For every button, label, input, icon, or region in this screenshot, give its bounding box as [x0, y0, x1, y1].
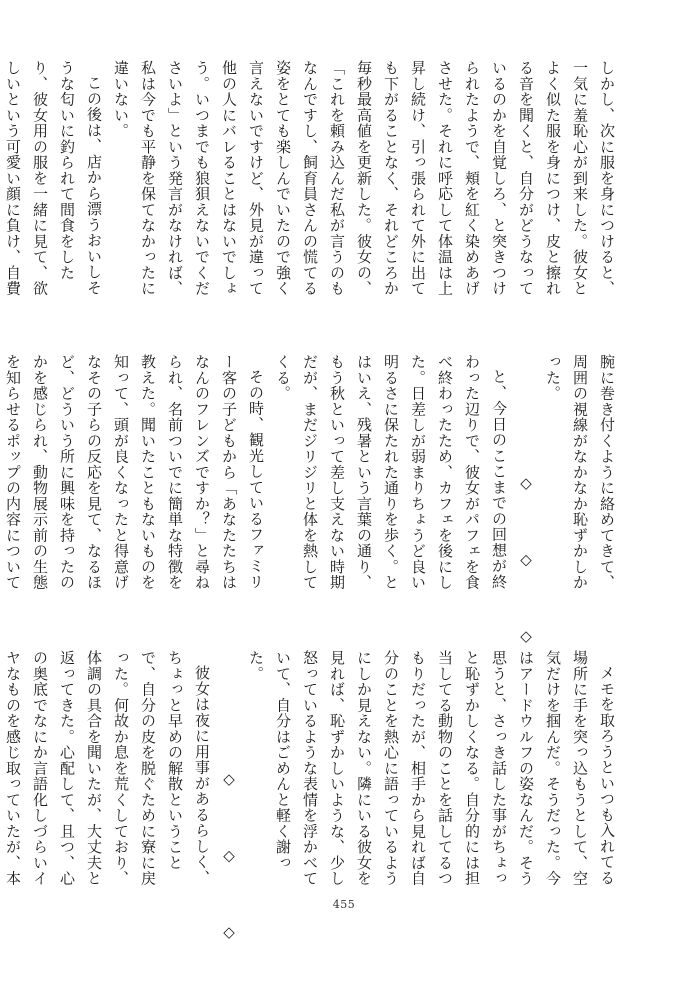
- text-band-middle: [4, 354, 620, 704]
- paragraph: その時、観光しているファミリー客の子どもから「あなたたちはなんのフレンズですか？」と尋ねられ、名前ついでに簡単な特徴を教えた。聞いたこともないものを知って、頭が良くなったと得意げなその子らの反応を見て、なるほど、どういう所に興味を持ったのかを感じられ、動物展示前の生態を知らせるポップの内容について: [4, 354, 265, 591]
- paragraph: しかし、次に服を身につけると、一気に羞恥心が到来した。彼女とよく似た服を身につけ、皮と擦れる音を聞くと、自分がどうなっているのかを自覚しろ、と突きつけられたようで、頬を紅く染めあげさせた。それに呼応して体温は上昇し続け、引っ張られて外に出ても下がることなく、それどころか毎秒最高値を更新した。彼女の、「これを頼み込んだ私が言うのもなんですし、飼育員さんの慌てる姿をとても楽しんでいたので強く言えないですけど、外見が違って他の人にバレることはないでしょう。いつまでも狼狽えないでくださいよ」という発言がなければ、私は今でも平静を保てなかったに違いない。: [112, 60, 616, 297]
- text-band-top: [4, 60, 620, 304]
- paragraph: この後は、店から漂うおいしそうな匂いに釣られて間食をしたり、彼女用の服を一緒に見て、欲しいという可愛い顔に負け、自費: [4, 60, 103, 297]
- paragraph: メモを取ろうといつも入れてる場所に手を突っ込もうとして、空気だけを掴んだ。そうだった。今はアードウルフの姿なんだ。そう思うと、さっき話した事がちょっと恥ずかしくなる。自分的には担当してる動物のことを話してるつもりだったが、相手から見れば自分のことを熱心に語っているようにしか見えない。隣にいる彼女を見れば、恥ずかしいような、少し怒っているような表情を浮かべていて、自分はごめんと軽く謝った。: [247, 650, 616, 887]
- scene-break: ◇◇◇: [517, 474, 535, 704]
- scene-break: ◇◇◇: [220, 770, 238, 1000]
- paragraph: 腕に巻き付くように絡めてきて、周囲の視線がなかなか恥ずかしかった。: [544, 354, 616, 591]
- page-number: 455: [332, 898, 356, 911]
- paragraph: と、今日のここまでの回想が終わった辺りで、彼女がパフェを食べ終わったため、カフェを後にした。日差しが弱まりちょうど良い明るさに保たれた通りを歩く。とはいえ、残暑という言葉の通り、もう秋といって差し支えない時期だが、まだジリジリと体を熱してくる。: [274, 354, 508, 591]
- paragraph: 彼女は夜に用事があるらしく、ちょっと早めの解散ということで、自分の皮を脱ぐために寮に戻った。何故か息を荒くしており、体調の具合を聞いたが、大丈夫と返ってきた。心配して、且つ、心の奥底でなにか言語化しづらいイヤなものを感じ取っていたが、本: [4, 650, 211, 887]
